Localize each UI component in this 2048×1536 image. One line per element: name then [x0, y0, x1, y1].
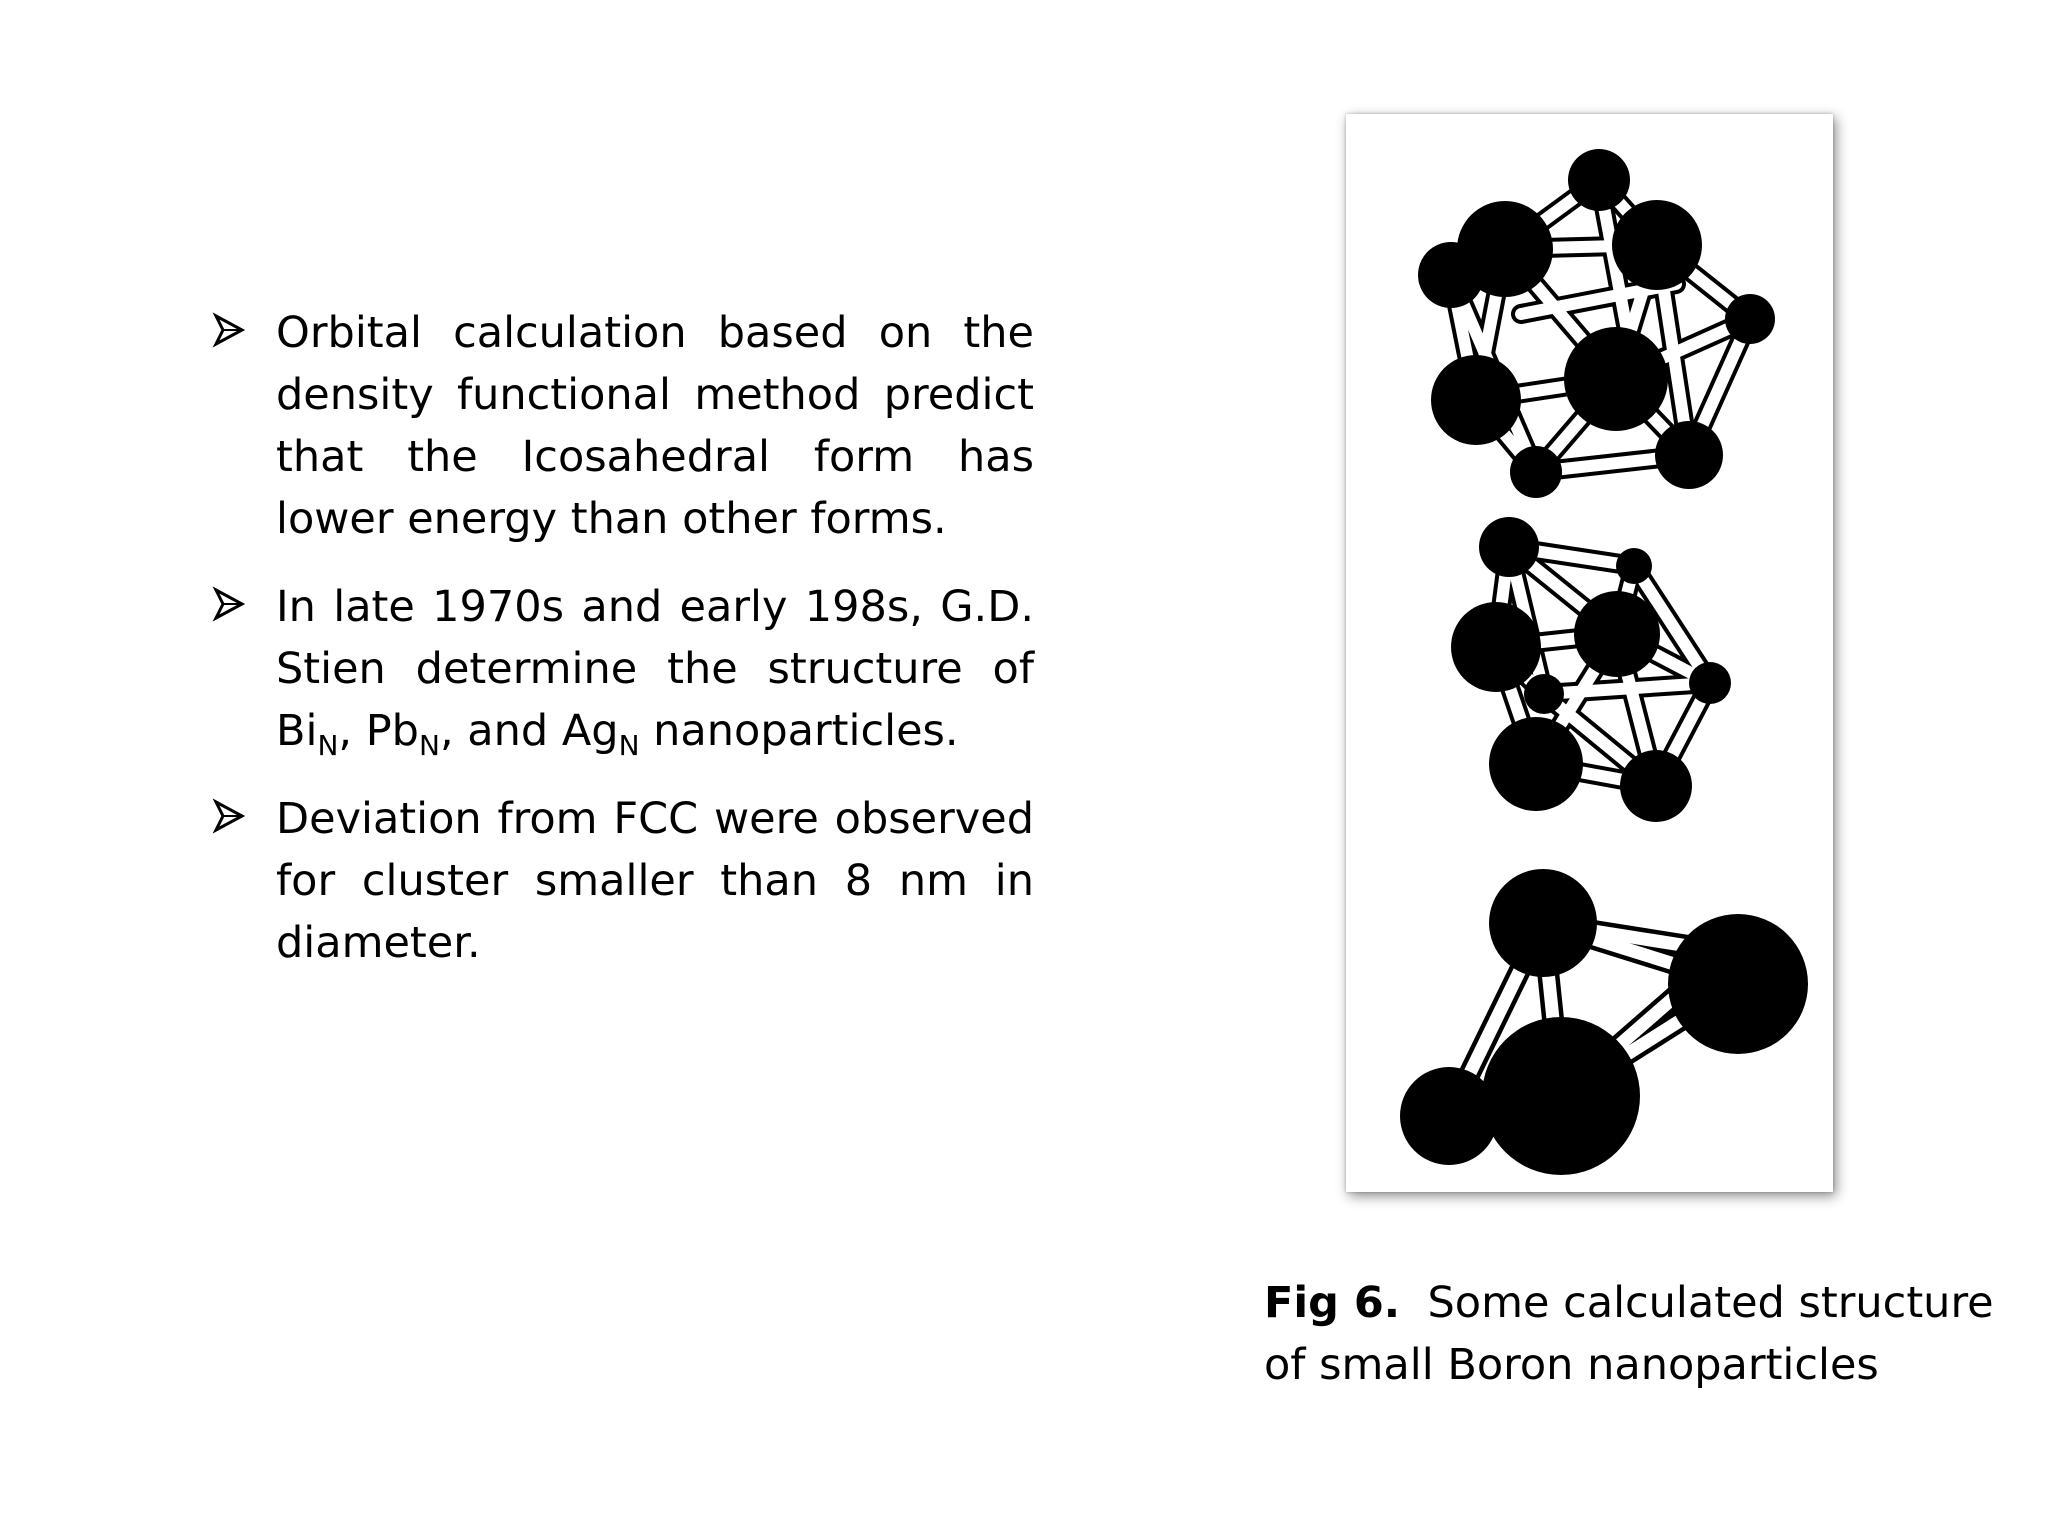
- third-cluster: [1400, 869, 1808, 1175]
- bullet-item-stien-structures: [212, 576, 1034, 762]
- nanoparticle-figure: [1346, 114, 1833, 1192]
- caption-text: Some calculated structure of small Boron nanoparticles: [1264, 1278, 1994, 1390]
- bullet-item-orbital-calculation: [212, 302, 1034, 550]
- bullet-text: Orbital calculation based on the density functional method predict that the Icosahedral form has lower energy than other forms.: [276, 308, 1034, 544]
- arrowhead-bullet-icon: [212, 576, 252, 638]
- element-pb: Pb: [365, 706, 419, 756]
- arrowhead-bullet-icon: [212, 788, 252, 850]
- caption-label: Fig 6.: [1264, 1278, 1401, 1328]
- second-cluster: [1451, 517, 1731, 822]
- subscript-n: N: [618, 729, 640, 762]
- bullet-text-start: In late 1970s and early 198s, G.D. Stien determine the structure of: [276, 582, 1034, 694]
- element-ag: Ag: [561, 706, 619, 756]
- element-bi: Bi: [276, 706, 318, 756]
- bullet-text-end: nanoparticles.: [639, 706, 959, 756]
- separator: ,: [338, 706, 366, 756]
- bullet-text: [276, 582, 1034, 762]
- cluster-structures-image: [1346, 114, 1833, 1192]
- arrowhead-bullet-icon: [212, 302, 252, 364]
- icosahedral-cluster: [1418, 149, 1775, 498]
- figure-caption: [1264, 1272, 2004, 1396]
- bullet-list: [212, 302, 1034, 1000]
- bullet-text: Deviation from FCC were observed for cluster smaller than 8 nm in diameter.: [276, 794, 1034, 968]
- subscript-n: N: [317, 729, 339, 762]
- bullet-item-fcc-deviation: [212, 788, 1034, 974]
- separator: , and: [439, 706, 562, 756]
- subscript-n: N: [418, 729, 440, 762]
